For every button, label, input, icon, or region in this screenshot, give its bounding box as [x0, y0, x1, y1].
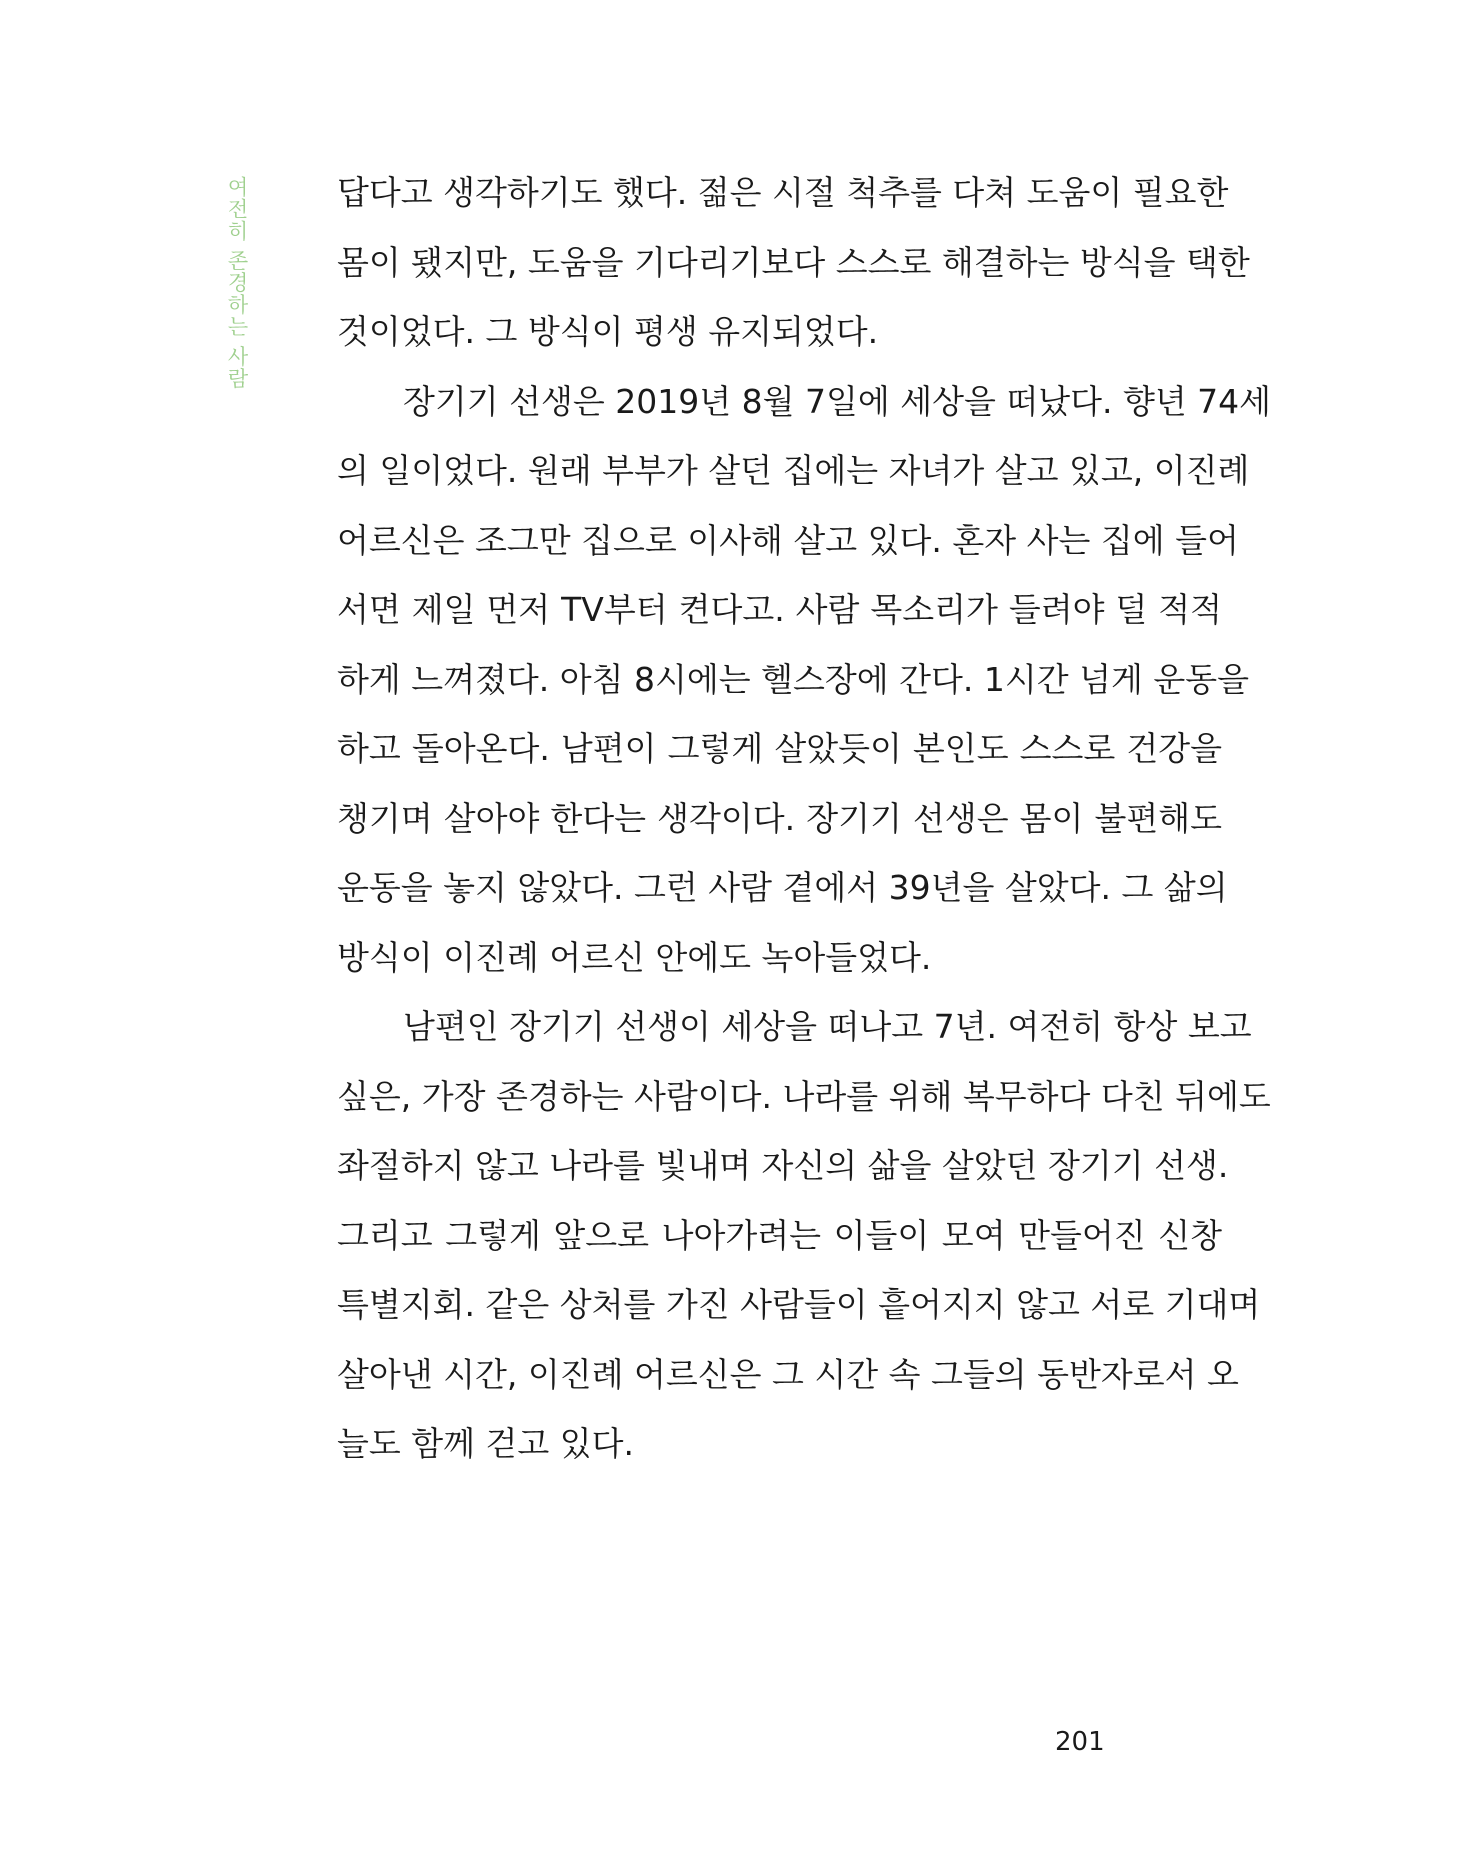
text-line: 싶은, 가장 존경하는 사람이다. 나라를 위해 복무하다 다친 뒤에도 — [337, 1076, 1271, 1116]
text-line: 서면 제일 먼저 TV부터 켠다고. 사람 목소리가 들려야 덜 적적 — [337, 590, 1222, 629]
text-line: 어르신은 조그만 집으로 이사해 살고 있다. 혼자 사는 집에 들어 — [337, 520, 1239, 560]
text-line: 좌절하지 않고 나라를 빛내며 자신의 삶을 살았던 장기기 선생. — [337, 1146, 1229, 1185]
text-line: 것이었다. 그 방식이 평생 유지되었다. — [337, 312, 879, 351]
text-line: 몸이 됐지만, 도움을 기다리기보다 스스로 해결하는 방식을 택한 — [337, 242, 1250, 282]
text-line: 늘도 함께 걷고 있다. — [337, 1424, 634, 1463]
text-line: 챙기며 살아야 한다는 생각이다. 장기기 선생은 몸이 불편해도 — [337, 798, 1222, 838]
text-line: 특별지회. 같은 상처를 가진 사람들이 흩어지지 않고 서로 기대며 — [337, 1285, 1261, 1324]
running-head: 여전히 존경하는 사람 — [225, 176, 249, 390]
text-line: 그리고 그렇게 앞으로 나아가려는 이들이 모여 만들어진 신창 — [337, 1215, 1222, 1255]
text-line: 운동을 놓지 않았다. 그런 사람 곁에서 39년을 살았다. 그 삶의 — [337, 868, 1228, 907]
page-number: 201 — [1055, 1727, 1105, 1757]
text-line: 하게 느껴졌다. 아침 8시에는 헬스장에 간다. 1시간 넘게 운동을 — [337, 659, 1249, 699]
text-line: 하고 돌아온다. 남편이 그렇게 살았듯이 본인도 스스로 건강을 — [337, 729, 1222, 768]
text-line: 장기기 선생은 2019년 8월 7일에 세상을 떠났다. 향년 74세 — [403, 381, 1272, 421]
text-line: 답다고 생각하기도 했다. 젊은 시절 척추를 다쳐 도움이 필요한 — [337, 173, 1229, 212]
body-text — [337, 158, 1272, 1479]
text-line: 방식이 이진례 어르신 안에도 녹아들었다. — [337, 937, 932, 977]
text-line: 남편인 장기기 선생이 세상을 떠나고 7년. 여전히 항상 보고 — [403, 1007, 1252, 1046]
text-line: 살아낸 시간, 이진례 어르신은 그 시간 속 그들의 동반자로서 오 — [337, 1354, 1239, 1394]
text-line: 의 일이었다. 원래 부부가 살던 집에는 자녀가 살고 있고, 이진례 — [337, 451, 1250, 490]
